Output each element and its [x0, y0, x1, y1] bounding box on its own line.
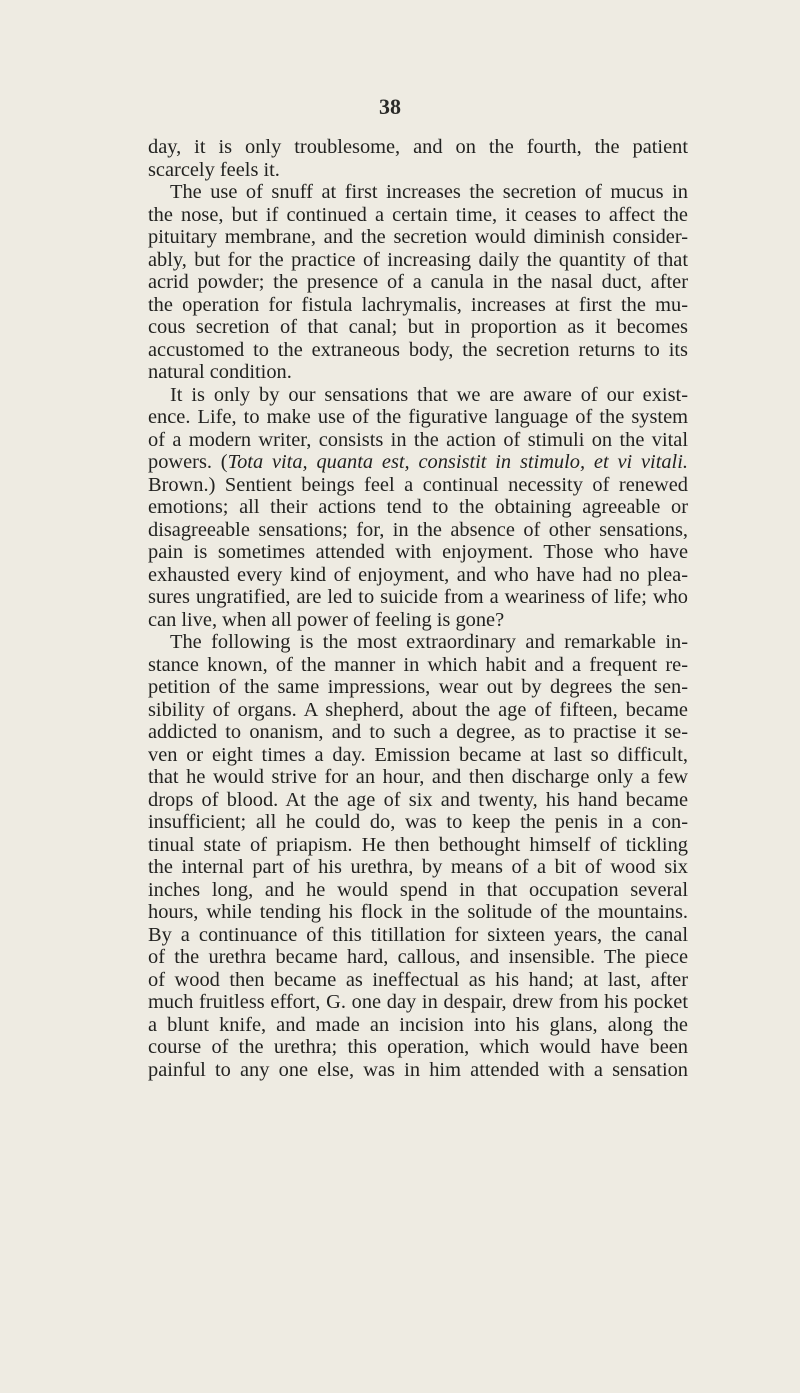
text-line: scarcely feels it. [148, 158, 280, 181]
text-line: The following is the most extraordinary and remarkable in- [170, 631, 688, 653]
text-line: acrid powder; the presence of a canula in the nasal duct, after [148, 271, 688, 293]
text-line: By a continuance of this titillation for sixteen years, the canal [148, 923, 688, 946]
text-line: natural condition. [148, 361, 292, 383]
text-line: inches long, and he would spend in that occupation several [148, 878, 688, 901]
text-line: day, it is only troublesome, and on the fourth, the patient [148, 136, 688, 158]
text-line: hours, while tending his flock in the solitude of the mountains. [148, 901, 688, 923]
body-text [148, 136, 688, 1081]
text-line: It is only by our sensations that we are aware of our exist- [170, 383, 688, 406]
text-line: drops of blood. At the age of six and twenty, his hand became [148, 788, 688, 811]
text-line: addicted to onanism, and to such a degree, as to practise it se- [148, 721, 688, 743]
text-line: sures ungratified, are led to suicide from a weariness of life; who [148, 586, 688, 608]
text-line: can live, when all power of feeling is gone? [148, 608, 505, 631]
text-line: stance known, of the manner in which habit and a frequent re- [148, 653, 688, 676]
text-line: ably, but for the practice of increasing daily the quantity of that [148, 248, 688, 271]
text-line: pain is sometimes attended with enjoyment. Those who have [148, 541, 688, 563]
text-line: insufficient; all he could do, was to keep the penis in a con- [148, 811, 688, 833]
text-line: emotions; all their actions tend to the obtaining agreeable or [148, 496, 688, 518]
latin-quotation: Tota vita, quanta est, consistit in stimulo, et vi vitali. [227, 451, 688, 473]
page-number: 38 [379, 94, 401, 119]
text-line: sibility of organs. A shepherd, about the age of fifteen, became [148, 698, 688, 721]
text-line: The use of snuff at first increases the secretion of mucus in [170, 181, 688, 203]
text-line: the internal part of his urethra, by means of a bit of wood six [148, 856, 688, 878]
text-line: much fruitless effort, G. one day in despair, drew from his pocket [148, 991, 688, 1013]
text-line: tinual state of priapism. He then bethought himself of tickling [148, 833, 688, 856]
text-line: course of the urethra; this operation, which would have been [148, 1036, 688, 1058]
text-line: cous secretion of that canal; but in proportion as it becomes [148, 316, 688, 338]
text-line: of a modern writer, consists in the action of stimuli on the vital [148, 428, 688, 451]
text-line: of wood then became as ineffectual as his hand; at last, after [148, 968, 688, 991]
text-line: painful to any one else, was in him attended with a sensation [148, 1058, 688, 1081]
text-line: accustomed to the extraneous body, the secretion returns to its [148, 338, 688, 361]
text-line: a blunt knife, and made an incision into his glans, along the [148, 1013, 688, 1036]
text-line: petition of the same impressions, wear out by degrees the sen- [148, 676, 688, 698]
text-line: disagreeable sensations; for, in the absence of other sensations, [148, 518, 688, 541]
text-line: the nose, but if continued a certain time, it ceases to affect the [148, 203, 688, 226]
text-line: Brown.) Sentient beings feel a continual necessity of renewed [148, 473, 688, 496]
text-line: ence. Life, to make use of the figurative language of the system [148, 406, 688, 428]
text-line: pituitary membrane, and the secretion would diminish consider- [148, 226, 688, 248]
text-line: ven or eight times a day. Emission became at last so difficult, [148, 743, 688, 766]
text-line: exhausted every kind of enjoyment, and who have had no plea- [148, 563, 688, 586]
text-line [148, 451, 688, 474]
text-line: the operation for fistula lachrymalis, increases at first the mu- [148, 293, 688, 316]
text-line: that he would strive for an hour, and then discharge only a few [148, 766, 688, 788]
text-line: of the urethra became hard, callous, and insensible. The piece [148, 946, 688, 968]
text-segment: powers. ( [148, 451, 228, 473]
